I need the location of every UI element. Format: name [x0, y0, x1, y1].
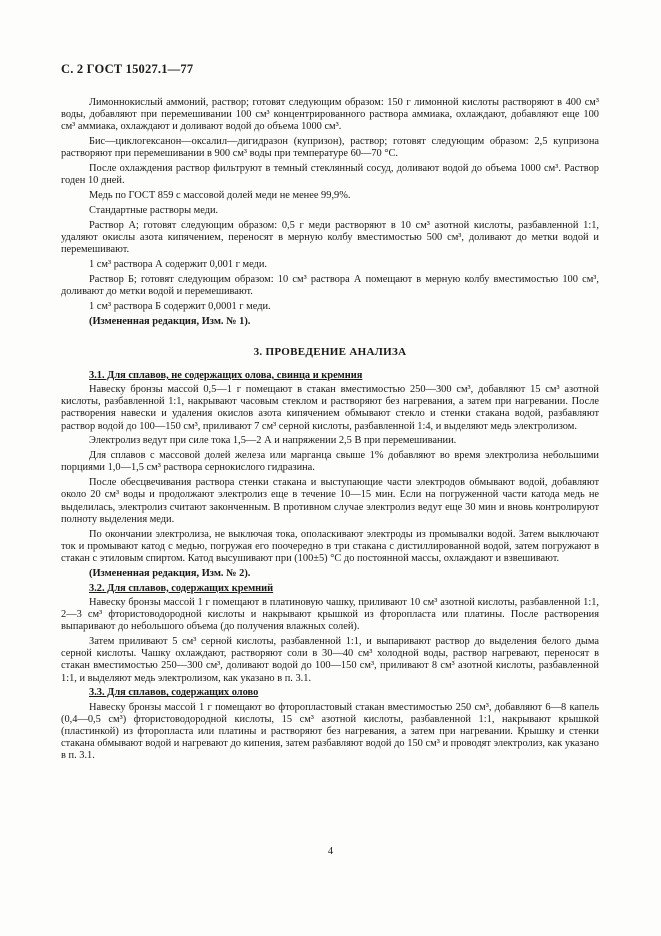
paragraph: 1 см³ раствора А содержит 0,001 г меди. — [89, 259, 267, 270]
paragraph: Стандартные растворы меди. — [89, 205, 219, 216]
paragraph: Электролиз ведут при силе тока 1,5—2 А и напряжении 2,5 В при перемешивании. — [89, 435, 457, 447]
paragraph: Навеску бронзы массой 0,5—1 г помещают в стакан вместимостью 250—300 см³, добавляют 15 см³ азотной кислоты, разбавленной 1:1, накрывают часовым стеклом и растворяют без нагревания, а затем при нагревании. После растворения навески и удаления окислов азота кипячением обмывают стекло и стенки стакана водой, разбавляют раствор водой до 100—150 см³, приливают 7 см³ серной кислоты, разбавленной 1:4, и выделяют медь электролизом. — [61, 384, 599, 432]
document-body — [61, 97, 599, 765]
section-title: 3. ПРОВЕДЕНИЕ АНАЛИЗА — [253, 345, 407, 358]
paragraph: 1 см³ раствора Б содержит 0,0001 г меди. — [89, 300, 271, 312]
paragraph: Навеску бронзы массой 1 г помещают в платиновую чашку, приливают 10 см³ азотной кислоты, разбавленной 1:1, 2—3 см³ фтористоводородной кислоты и накрывают крышкой из фторопласта или платины. После растворения выпаривают до небольшого объема (до получения влажных солей). — [61, 596, 599, 633]
amendment-note: (Измененная редакция, Изм. № 1). — [89, 315, 251, 327]
paragraph: Медь по ГОСТ 859 с массовой долей меди не менее 99,9%. — [89, 190, 351, 202]
paragraph: Для сплавов с массовой долей железа или марганца свыше 1% добавляют во время электролиза небольшими порциями 1,0—1,5 см³ раствора сернокислого гидразина. — [61, 450, 599, 474]
subsection-title: 3.3. Для сплавов, содержащих олово — [89, 687, 259, 699]
paragraph: Затем приливают 5 см³ серной кислоты, разбавленной 1:1, и выпаривают раствор до выделения белого дыма серной кислоты. Чашку охлаждают, растворяют соли в 30—40 см³ холодной воды, раствор нагревают, переносят в стакан вместимостью 250—300 см³, доливают водой до 100—150 см³, приливают 8 см³ азотной кислоты, разбавленной 1:1, и выделяют медь электролизом, как указано в п. 3.1. — [61, 636, 599, 684]
paragraph: Раствор Б; готовят следующим образом: 10 см³ раствора А помещают в мерную колбу вместимостью 100 см³, доливают до метки водой и перемешивают. — [61, 273, 599, 297]
page-header — [61, 62, 599, 77]
paragraph: Навеску бронзы массой 1 г помещают во фторопластовый стакан вместимостью 250 см³, добавляют 6—8 капель (0,4—0,5 см³) фтористоводородной кислоты, 15 см³ азотной кислоты, разбавленной 1:1, накрывают крышкой (пластинкой) из фторопласта или платины и растворяют без нагревания, а затем при нагревании. Крышку и стенки стакана обмывают водой и нагревают до кипения, затем разбавляют водой до 150 см³ и проводят электролиз, как указано в п. 3.1. — [61, 701, 599, 762]
page-number: 4 — [327, 846, 334, 857]
paragraph: По окончании электролиза, не выключая тока, ополаскивают электроды из промывалки водой. Затем выключают ток и промывают катод с медью, погружая его поочередно в три стакана с дистиллированной водой, затем погружают в стакан с этиловым спиртом. Катод высушивают при (100±5) °С до постоянной массы, охлаждают и взвешивают. — [61, 528, 599, 565]
subsection-title: 3.2. Для сплавов, содержащих кремний — [89, 582, 274, 594]
amendment-note: (Измененная редакция, Изм. № 2). — [89, 567, 251, 579]
subsection-title: 3.1. Для сплавов, не содержащих олова, свинца и кремния — [89, 369, 363, 381]
paragraph: Раствор А; готовят следующим образом: 0,5 г меди растворяют в 10 см³ азотной кислоты, разбавленной 1:1, удаляют окислы азота кипячением, переносят в мерную колбу вместимостью 500 см³, доливают до метки водой и перемешивают. — [61, 219, 599, 256]
paragraph: После обесцвечивания раствора стенки стакана и выступающие части электродов обмывают водой, добавляют около 20 см³ воды и продолжают электролиз еще в течение 10—15 мин. Если на погруженной части катода медь не выделилась, электролиз считают законченным. В противном случае электролиз ведут еще 30 мин и вновь контролируют полноту выделения меди. — [61, 477, 599, 525]
document-header: С. 2 ГОСТ 15027.1—77 — [61, 62, 194, 76]
paragraph: Бис—циклогексанон—оксалил—дигидразон (купризон), раствор; готовят следующим образом: 2,5 купризона растворяют при перемешивании в 900 см³ воды при температуре 60—70 °С. — [61, 136, 599, 160]
paragraph: Лимоннокислый аммоний, раствор; готовят следующим образом: 150 г лимонной кислоты растворяют в 400 см³ воды, добавляют при перемешивании 100 см³ концентрированного раствора аммиака, охлаждают, добавляют еще 100 см³ аммиака, охлаждают и доливают водой до объема 1000 см³. — [61, 97, 599, 133]
paragraph: После охлаждения раствор фильтруют в темный стеклянный сосуд, доливают водой до объема 1000 см³. Раствор годен 10 дней. — [61, 163, 599, 187]
